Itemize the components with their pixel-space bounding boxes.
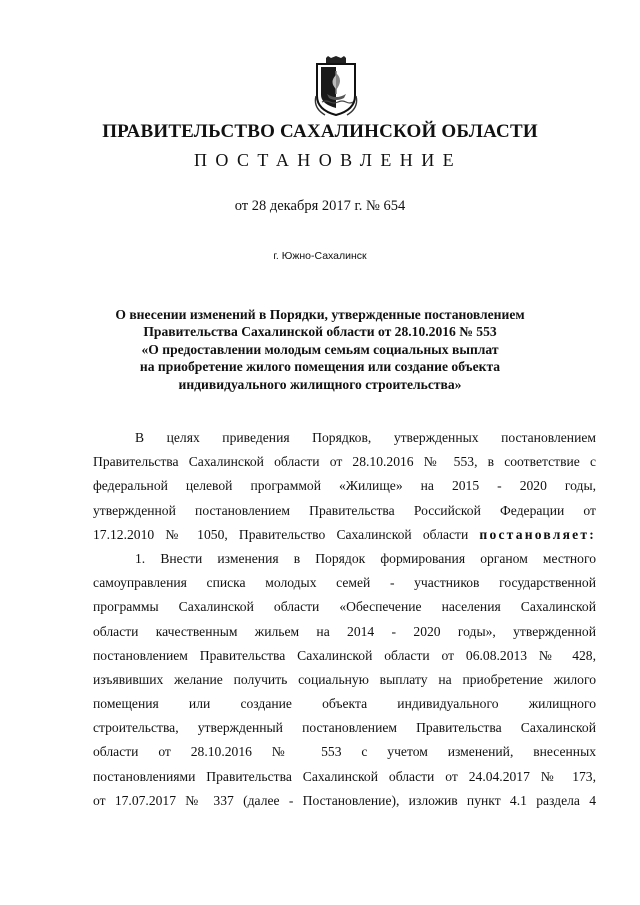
document-date-number: от 28 декабря 2017 г. № 654 [234, 198, 406, 214]
body-line: постановлениями Правительства Сахалинской области от 24.04.2017 № 173, [93, 768, 596, 784]
body-line-text: 17.12.2010 № 1050, Правительство Сахалинской области [93, 526, 469, 542]
body-line: самоуправления списка молодых семей - участников государственной [93, 575, 596, 591]
document-body [93, 426, 596, 813]
body-line: Правительства Сахалинской области от 28.10.2016 № 553, в соответствие с [93, 454, 596, 470]
document-title [0, 306, 640, 393]
body-line-resolve [93, 523, 596, 547]
body-line: 1. Внести изменения в Порядок формирования органом местного [135, 550, 596, 566]
body-line: изъявивших желание получить социальную выплату на приобретение жилого [93, 671, 596, 687]
body-line: от 17.07.2017 № 337 (далее - Постановление), изложив пункт 4.1 раздела 4 [93, 792, 596, 808]
document-city: г. Южно-Сахалинск [273, 250, 367, 262]
title-line: Правительства Сахалинской области от 28.10.2016 № 553 [143, 324, 497, 340]
body-line: области качественным жильем на 2014 - 2020 годы», утвержденной [93, 623, 596, 639]
government-name: ПРАВИТЕЛЬСТВО САХАЛИНСКОЙ ОБЛАСТИ [102, 121, 538, 142]
body-line: строительства, утвержденный постановлением Правительства Сахалинской [93, 720, 596, 736]
title-line: индивидуального жилищного строительства» [178, 376, 462, 392]
body-line: программы Сахалинской области «Обеспечение населения Сахалинской [93, 599, 596, 615]
document-type: ПОСТАНОВЛЕНИЕ [193, 150, 463, 170]
body-line: помещения или создание объекта индивидуального жилищного [93, 696, 596, 712]
resolve-word: постановляет: [479, 526, 596, 542]
body-line: утвержденной постановлением Правительства Российской Федерации от [93, 502, 596, 518]
body-line: федеральной целевой программой «Жилище» на 2015 - 2020 годы, [93, 478, 596, 494]
sakhalin-coat-of-arms-icon [313, 56, 359, 116]
title-line: на приобретение жилого помещения или создание объекта [139, 359, 501, 375]
body-line: В целях приведения Порядков, утвержденных постановлением [135, 430, 596, 445]
body-line: области от 28.10.2016 № 553 с учетом изменений, внесенных [93, 744, 596, 760]
body-line: постановлением Правительства Сахалинской области от 06.08.2013 № 428, [93, 647, 596, 663]
title-line: О внесении изменений в Порядки, утвержденные постановлением [115, 307, 525, 322]
title-line: «О предоставлении молодым семьям социальных выплат [141, 341, 499, 357]
